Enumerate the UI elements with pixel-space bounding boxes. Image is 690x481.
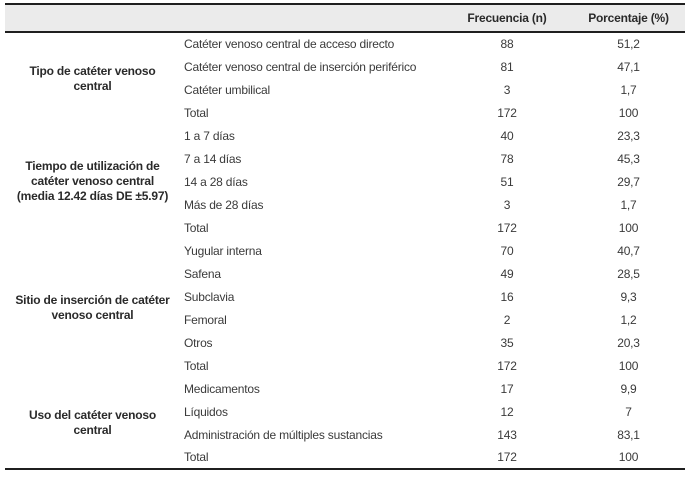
row-frequency-value: 3 [442,78,572,101]
row-frequency-value: 51 [442,170,572,193]
row-frequency-value: 70 [442,239,572,262]
row-label: Yugular interna [180,239,442,262]
table-row [5,124,685,147]
header-empty-cell [5,4,442,32]
table-row [5,32,685,55]
row-label: 7 a 14 días [180,147,442,170]
row-percentage-value: 47,1 [572,55,685,78]
row-percentage-value: 9,3 [572,285,685,308]
row-label: Total [180,216,442,239]
row-label: Total [180,101,442,124]
row-frequency-value: 40 [442,124,572,147]
row-label: Total [180,354,442,377]
table-body [5,32,685,469]
row-percentage-value: 83,1 [572,423,685,446]
row-percentage-value: 100 [572,101,685,124]
row-label: Safena [180,262,442,285]
table-row [5,377,685,400]
row-frequency-value: 172 [442,446,572,469]
row-frequency-value: 81 [442,55,572,78]
row-frequency-value: 2 [442,308,572,331]
row-frequency-value: 78 [442,147,572,170]
row-percentage-value: 45,3 [572,147,685,170]
header-frequency: Frecuencia (n) [467,11,547,25]
row-label: Subclavia [180,285,442,308]
row-percentage-value: 29,7 [572,170,685,193]
row-frequency-value: 35 [442,331,572,354]
row-percentage-value: 40,7 [572,239,685,262]
header-percentage: Porcentaje (%) [588,11,669,25]
row-percentage-value: 100 [572,446,685,469]
row-frequency-value: 49 [442,262,572,285]
row-percentage-value: 23,3 [572,124,685,147]
row-frequency-value: 12 [442,400,572,423]
row-frequency-value: 16 [442,285,572,308]
row-label: Líquidos [180,400,442,423]
row-frequency-value: 17 [442,377,572,400]
catheter-statistics-table [5,3,685,470]
row-label: 14 a 28 días [180,170,442,193]
row-label: Medicamentos [180,377,442,400]
row-percentage-value: 1,2 [572,308,685,331]
table-header-row [5,4,685,32]
row-frequency-value: 143 [442,423,572,446]
row-label: 1 a 7 días [180,124,442,147]
row-percentage-value: 1,7 [572,78,685,101]
row-frequency-value: 172 [442,101,572,124]
row-frequency-value: 172 [442,354,572,377]
row-frequency-value: 172 [442,216,572,239]
row-percentage-value: 9,9 [572,377,685,400]
table-header [5,4,685,32]
row-frequency-value: 3 [442,193,572,216]
table-row [5,239,685,262]
row-percentage-value: 1,7 [572,193,685,216]
row-percentage-value: 51,2 [572,32,685,55]
row-label: Catéter venoso central de inserción periférico [180,55,442,78]
row-label: Total [180,446,442,469]
row-label: Administración de múltiples sustancias [180,423,442,446]
group-category-label: Uso del catéter venoso central [5,377,180,469]
row-frequency-value: 88 [442,32,572,55]
row-label: Catéter venoso central de acceso directo [180,32,442,55]
row-percentage-value: 7 [572,400,685,423]
group-category-label: Sitio de inserción de catéter venoso central [5,239,180,377]
row-label: Femoral [180,308,442,331]
row-percentage-value: 28,5 [572,262,685,285]
group-category-label: Tipo de catéter venoso central [5,32,180,124]
row-label: Otros [180,331,442,354]
row-label: Catéter umbilical [180,78,442,101]
row-label: Más de 28 días [180,193,442,216]
group-category-label: Tiempo de utilización de catéter venoso central (media 12.42 días DE ±5.97) [5,124,180,239]
row-percentage-value: 20,3 [572,331,685,354]
row-percentage-value: 100 [572,354,685,377]
row-percentage-value: 100 [572,216,685,239]
